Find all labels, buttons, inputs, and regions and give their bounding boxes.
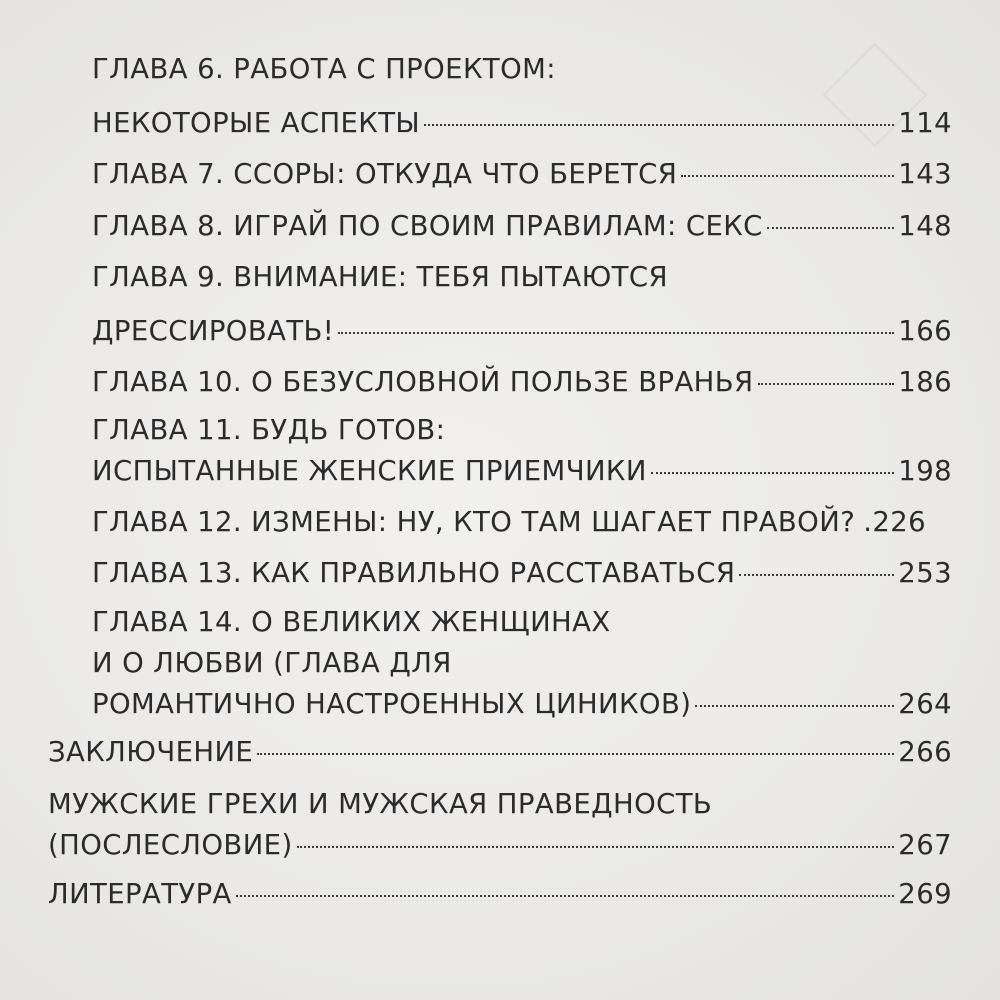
toc-entry-title: ГЛАВА 11. БУДЬ ГОТОВ: <box>92 414 446 446</box>
toc-entry-ch7 <box>0 152 1000 196</box>
toc-entry-conclusion <box>0 730 1000 774</box>
toc-entry-ch8 <box>0 204 1000 248</box>
toc-page-number: 114 <box>898 107 952 139</box>
toc-page-number: 267 <box>898 829 952 861</box>
toc-entry-title: ДРЕССИРОВАТЬ! <box>92 315 335 347</box>
toc-entry-ch12 <box>0 500 1000 544</box>
toc-page-number: 253 <box>898 557 952 589</box>
toc-page-number: 198 <box>898 455 952 487</box>
toc-entry-ch10 <box>0 360 1000 404</box>
toc-page-number: 166 <box>898 315 952 347</box>
toc-page-number: 143 <box>898 158 952 190</box>
toc-entry-title: (ПОСЛЕСЛОВИЕ) <box>48 829 293 861</box>
toc-entry-ch6-line1-row <box>0 47 1000 91</box>
dot-leader <box>424 124 894 126</box>
dot-leader <box>236 895 895 897</box>
toc-entry-afterword-line1-row <box>0 782 1000 826</box>
toc-entry-title: ГЛАВА 13. КАК ПРАВИЛЬНО РАССТАВАТЬСЯ <box>92 557 736 589</box>
toc-page-number: .226 <box>863 506 927 538</box>
toc-entry-ch9 <box>0 309 1000 353</box>
dot-leader <box>758 383 895 385</box>
toc-entry-title: ГЛАВА 14. О ВЕЛИКИХ ЖЕНЩИНАХ <box>92 606 611 638</box>
toc-entry-title: ГЛАВА 6. РАБОТА С ПРОЕКТОМ: <box>92 53 556 85</box>
dot-leader <box>257 753 894 755</box>
toc-entry-ch9-line1-row <box>0 255 1000 299</box>
toc-entry-title: ГЛАВА 10. О БЕЗУСЛОВНОЙ ПОЛЬЗЕ ВРАНЬЯ <box>92 366 754 398</box>
toc-entry-ch6 <box>0 101 1000 145</box>
toc-page-number: 186 <box>898 366 952 398</box>
dot-leader <box>651 472 894 474</box>
dot-leader <box>767 227 895 229</box>
toc-entry-title: ГЛАВА 9. ВНИМАНИЕ: ТЕБЯ ПЫТАЮТСЯ <box>92 261 668 293</box>
toc-page-number: 264 <box>898 688 952 720</box>
dot-leader <box>695 705 894 707</box>
toc-entry-ch11-line1-row <box>0 408 1000 452</box>
toc-entry-literature <box>0 872 1000 916</box>
toc-entry-title: МУЖСКИЕ ГРЕХИ И МУЖСКАЯ ПРАВЕДНОСТЬ <box>48 788 713 820</box>
toc-entry-title: ГЛАВА 7. ССОРЫ: ОТКУДА ЧТО БЕРЕТСЯ <box>92 158 678 190</box>
dot-leader <box>338 332 894 334</box>
toc-entry-title: ГЛАВА 12. ИЗМЕНЫ: НУ, КТО ТАМ ШАГАЕТ ПРАВОЙ? <box>92 506 856 538</box>
toc-entry-title: ЗАКЛЮЧЕНИЕ <box>48 736 254 768</box>
toc-page-number: 269 <box>898 878 952 910</box>
toc-entry-title: ЛИТЕРАТУРА <box>48 878 232 910</box>
toc-page-number: 148 <box>898 210 952 242</box>
toc-entry-ch14-line1-row <box>0 600 1000 644</box>
toc-entry-ch13 <box>0 551 1000 595</box>
dot-leader <box>681 175 894 177</box>
dot-leader <box>739 574 894 576</box>
toc-entry-title: И О ЛЮБВИ (ГЛАВА ДЛЯ <box>92 647 452 679</box>
toc-entry-ch14-line2-row <box>0 641 1000 685</box>
toc-entry-title: РОМАНТИЧНО НАСТРОЕННЫХ ЦИНИКОВ) <box>92 688 692 720</box>
toc-entry-title: ИСПЫТАННЫЕ ЖЕНСКИЕ ПРИЕМЧИКИ <box>92 455 647 487</box>
toc-entry-ch14 <box>0 682 1000 726</box>
toc-entry-ch11 <box>0 449 1000 493</box>
toc-entry-title: НЕКОТОРЫЕ АСПЕКТЫ <box>92 107 421 139</box>
toc-entry-title: ГЛАВА 8. ИГРАЙ ПО СВОИМ ПРАВИЛАМ: СЕКС <box>92 210 763 242</box>
toc-entry-afterword <box>0 823 1000 867</box>
dot-leader <box>297 846 895 848</box>
toc-page-number: 266 <box>898 736 952 768</box>
